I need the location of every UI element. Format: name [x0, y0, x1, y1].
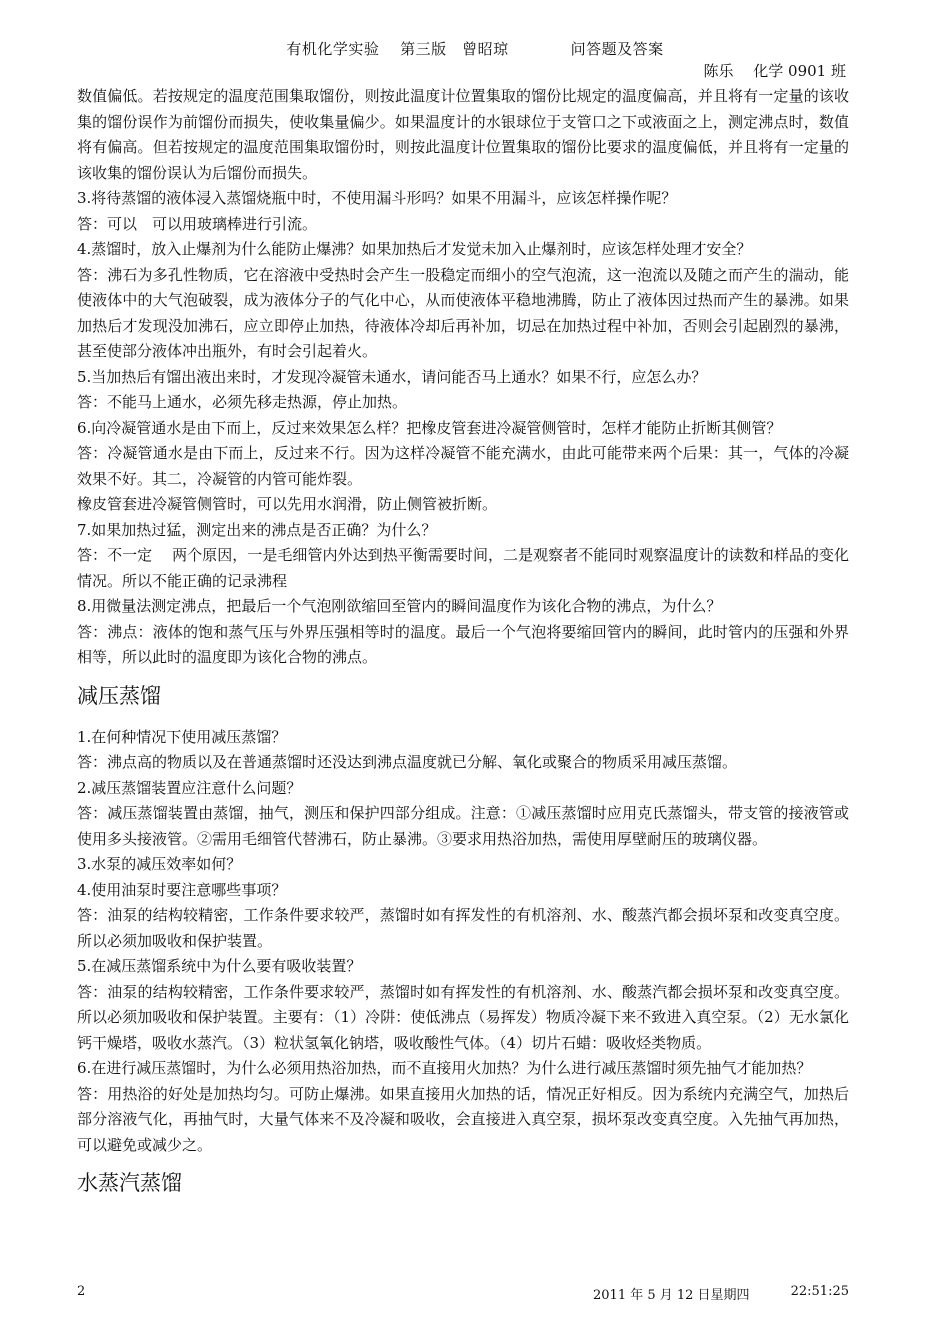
answer: 答：沸石为多孔性物质，它在溶液中受热时会产生一股稳定而细小的空气泡流，这一泡流以及随之而产生的湍动，能使液体中的大气泡破裂，成为液体分子的气化中心，从而使液体平稳地沸腾，防止了液体因过热而产生的暴沸。如果加热后才发现没加沸石，应立即停止加热，待液体冷却后再补加，切忌在加热过程中补加，否则会引起剧烈的暴沸，甚至使部分液体冲出瓶外，有时会引起着火。 [77, 265, 849, 360]
page-number: 2 [77, 1284, 86, 1299]
footer-time: 22:51:25 [790, 1284, 849, 1299]
page-header-title: 有机化学实验 第三版 曾昭琼 问答题及答案 [286, 40, 664, 58]
answer: 答：油泵的结构较精密，工作条件要求较严，蒸馏时如有挥发性的有机溶剂、水、酸蒸汽都会损坏泵和改变真空度。所以必须加吸收和保护装置。 [77, 906, 849, 950]
question: 3.将待蒸馏的液体浸入蒸馏烧瓶中时，不使用漏斗形吗？如果不用漏斗，应该怎样操作呢？ [77, 189, 677, 207]
question: 4.蒸馏时，放入止爆剂为什么能防止爆沸？如果加热后才发觉未加入止爆剂时，应该怎样处理才安全？ [77, 240, 752, 258]
question: 5.在减压蒸馏系统中为什么要有吸收装置？ [77, 957, 362, 975]
section-heading-steam-distillation: 水蒸汽蒸馏 [77, 1171, 182, 1195]
question: 8.用微量法测定沸点，把最后一个气泡刚欲缩回至管内的瞬间温度作为该化合物的沸点，为什么？ [77, 597, 722, 615]
question: 5.当加热后有馏出液出来时，才发现冷凝管未通水，请问能否马上通水？如果不行，应怎么办？ [77, 367, 707, 386]
question: 6.向冷凝管通水是由下而上，反过来效果怎么样？把橡皮管套进冷凝管侧管时，怎样才能防止折断其侧管？ [77, 418, 782, 437]
answer: 答：沸点：液体的饱和蒸气压与外界压强相等时的温度。最后一个气泡将要缩回管内的瞬间，此时管内的压强和外界相等，所以此时的温度即为该化合物的沸点。 [77, 622, 849, 666]
page-header-author: 陈乐 化学 0901 班 [703, 62, 846, 80]
answer: 答：用热浴的好处是加热均匀。可防止爆沸。如果直接用火加热的话，情况正好相反。因为系统内充满空气，加热后部分溶液气化，再抽气时，大量气体来不及冷凝和吸收，会直接进入真空泵，损坏泵改变真空度。入先抽气再加热，可以避免或减少之。 [77, 1084, 849, 1154]
answer: 答：不能马上通水，必须先移走热源，停止加热。 [77, 393, 408, 411]
question: 1.在何种情况下使用减压蒸馏？ [77, 727, 287, 746]
answer: 答：可以 可以用玻璃棒进行引流。 [77, 214, 318, 233]
answer: 答：减压蒸馏装置由蒸馏，抽气，测压和保护四部分组成。注意：①减压蒸馏时应用克氏蒸馏头，带支管的接液管或使用多头接液管。②需用毛细管代替沸石，防止暴沸。③要求用热浴加热，需使用厚壁耐压的玻璃仪器。 [77, 804, 849, 848]
answer: 答：冷凝管通水是由下而上，反过来不行。因为这样冷凝管不能充满水，由此可能带来两个后果：其一，气体的冷凝效果不好。其二，冷凝管的内管可能炸裂。 [77, 444, 849, 488]
paragraph: 数值偏低。若按规定的温度范围集取馏份，则按此温度计位置集取的馏份比规定的温度偏高，并且将有一定量的该收集的馏份误作为前馏份而损失，使收集量偏少。如果温度计的水银球位于支管口之下或液面之上，测定沸点时，数值将有偏高。但若按规定的温度范围集取馏份时，则按此温度计位置集取的馏份比要求的温度偏低，并且将有一定量的该收集的馏份误认为后馏份而损失。 [77, 87, 849, 182]
question: 2.减压蒸馏装置应注意什么问题？ [77, 778, 302, 797]
question: 7.如果加热过猛，测定出来的沸点是否正确？为什么？ [77, 520, 437, 539]
answer: 答：不一定 两个原因，一是毛细管内外达到热平衡需要时间，二是观察者不能同时观察温度计的读数和样品的变化情况。所以不能正确的记录沸程 [77, 546, 849, 590]
question: 6.在进行减压蒸馏时，为什么必须用热浴加热，而不直接用火加热？为什么进行减压蒸馏时须先抽气才能加热？ [77, 1059, 812, 1077]
document-body [77, 84, 849, 1212]
answer: 答：沸点高的物质以及在普通蒸馏时还没达到沸点温度就已分解、氧化或聚合的物质采用减压蒸馏。 [77, 753, 738, 771]
section-heading-vacuum-distillation: 减压蒸馏 [77, 683, 161, 708]
answer: 橡皮管套进冷凝管侧管时，可以先用水润滑，防止侧管被折断。 [77, 495, 498, 513]
footer-date: 2011 年 5 月 12 日星期四 [593, 1288, 750, 1303]
question: 4.使用油泵时要注意哪些事项？ [77, 880, 287, 899]
answer: 答：油泵的结构较精密，工作条件要求较严，蒸馏时如有挥发性的有机溶剂、水、酸蒸汽都会损坏泵和改变真空度。所以必须加吸收和保护装置。主要有：（1）冷阱：使低沸点（易挥发）物质冷凝下来不致进入真空泵。（2）无水氯化钙干燥塔，吸收水蒸汽。（3）粒状氢氧化钠塔，吸收酸性气体。（4）切片石蜡：吸收烃类物质。 [77, 982, 849, 1052]
question: 3.水泵的减压效率如何？ [77, 855, 242, 873]
